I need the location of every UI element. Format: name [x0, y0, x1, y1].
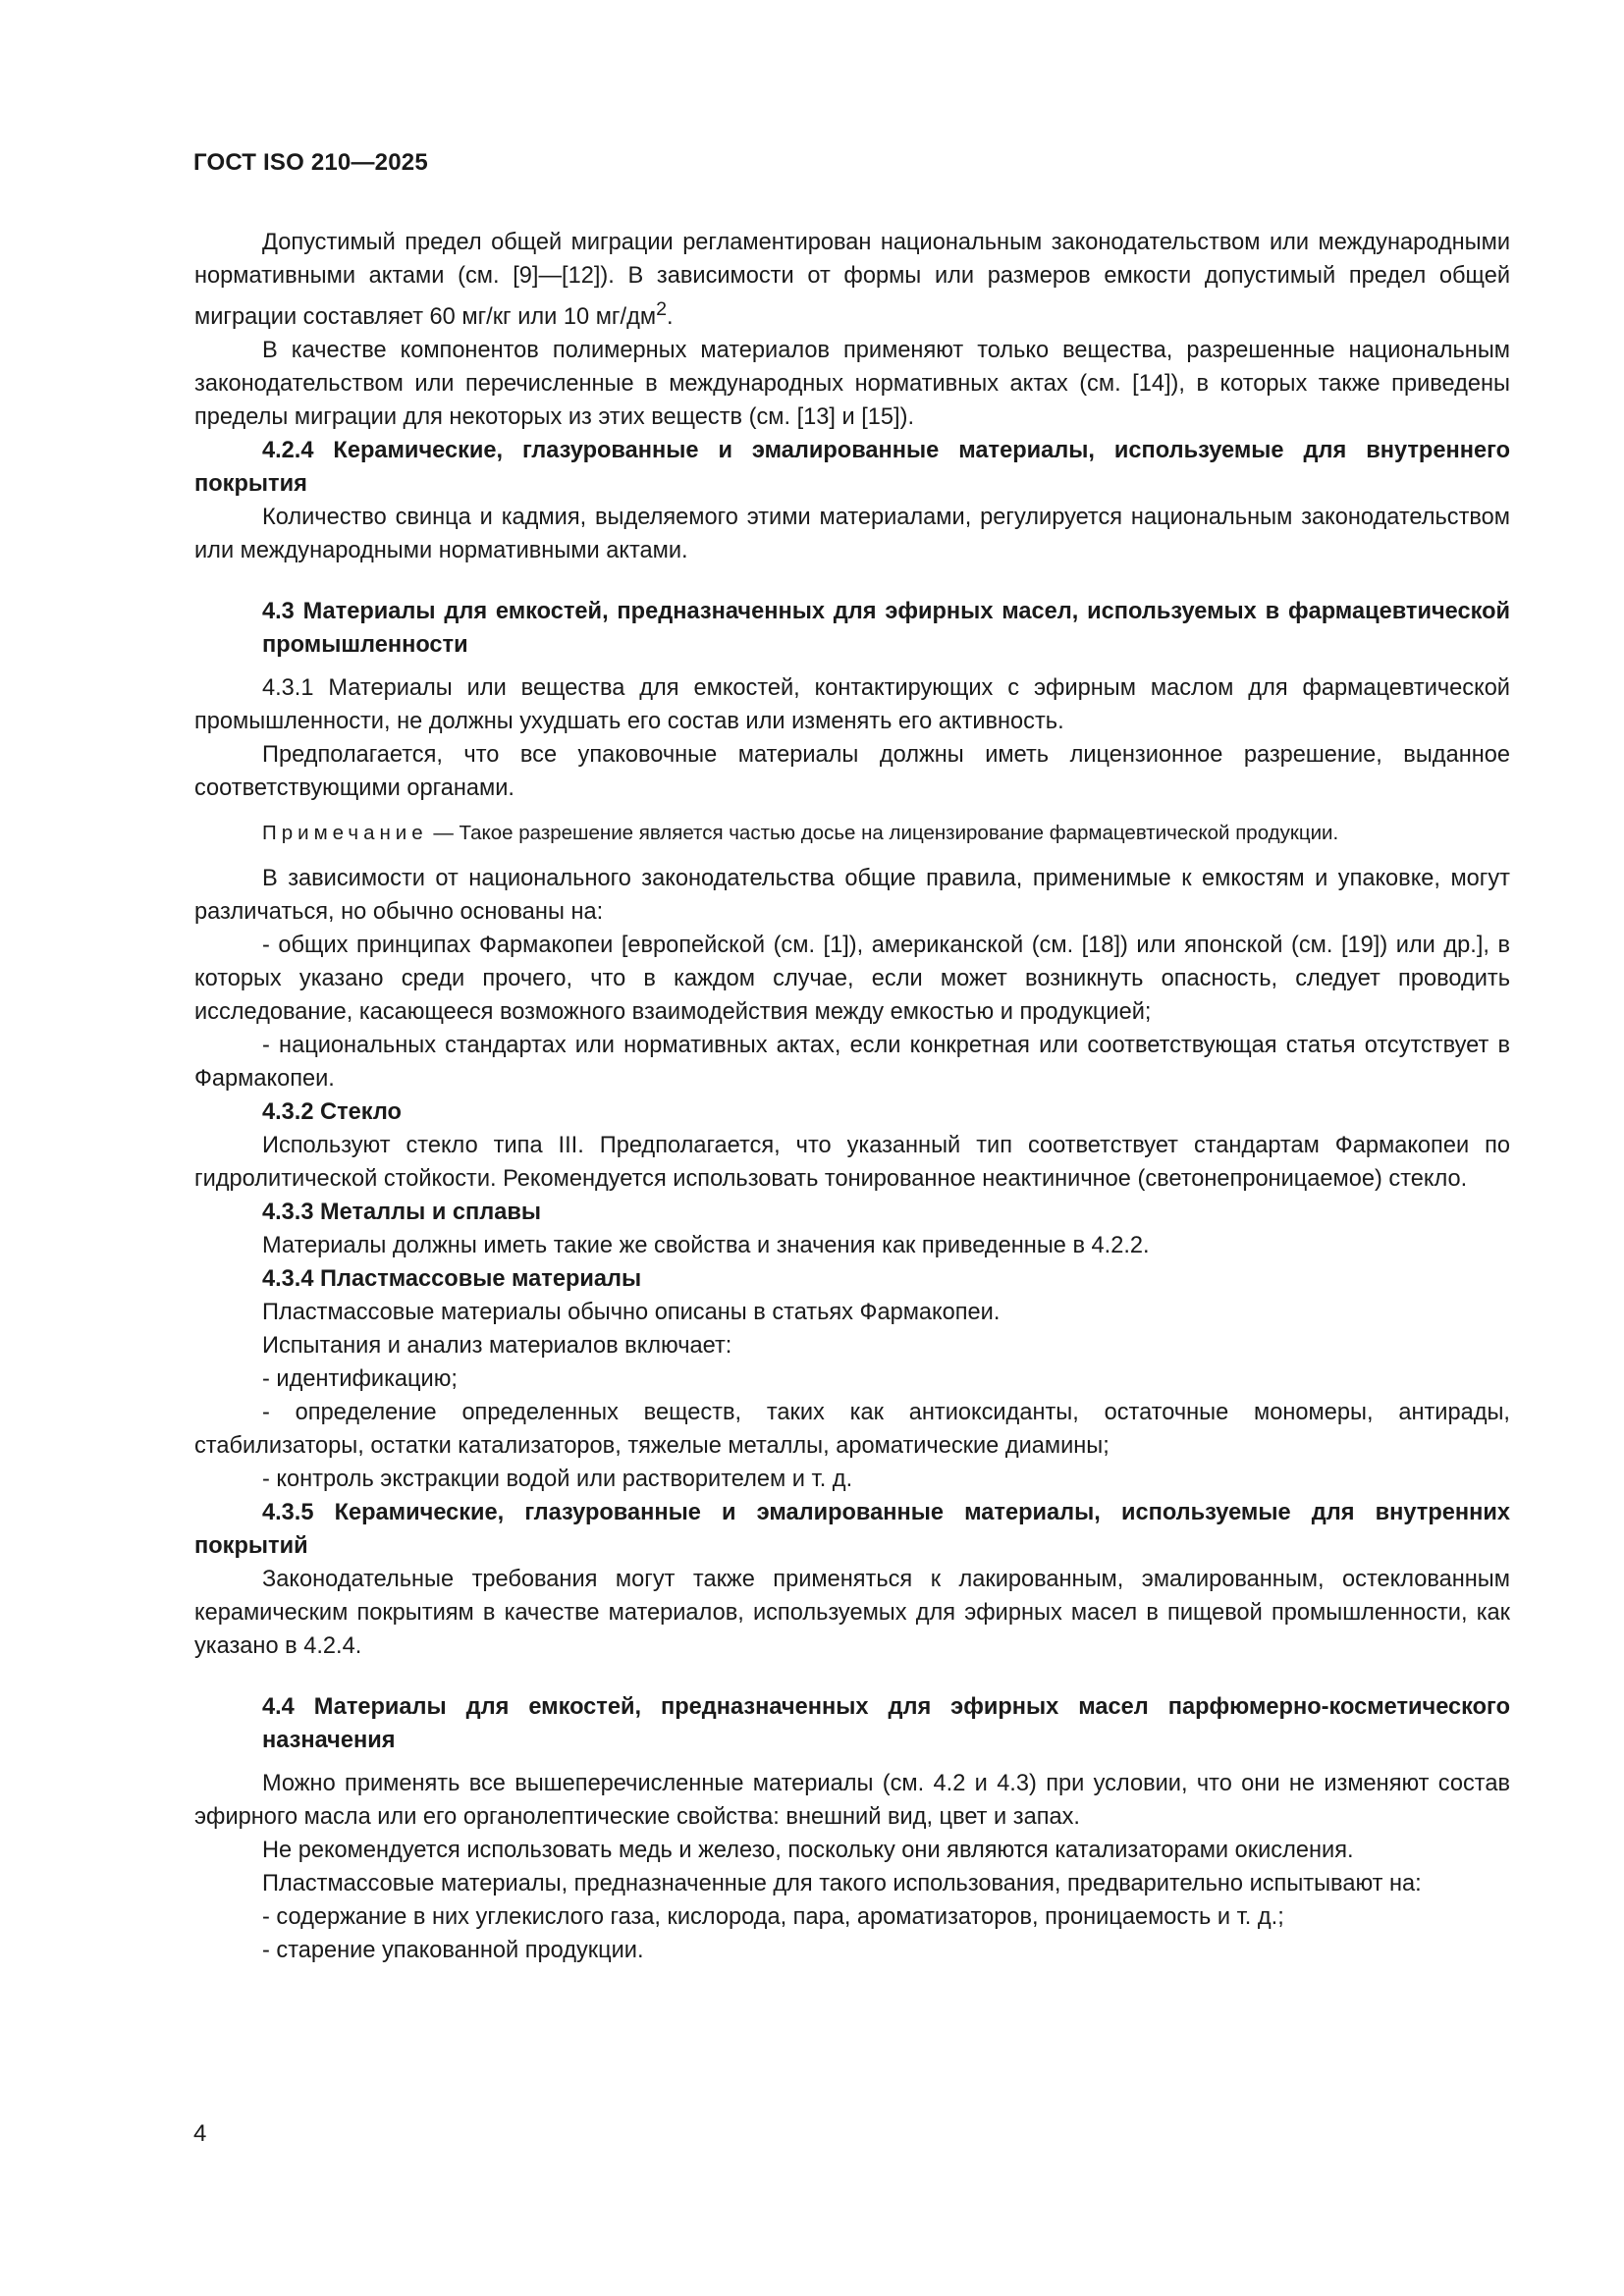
page-number: 4: [193, 2120, 207, 2147]
list-item: - общих принципах Фармакопеи [европейской (см. [1]), американской (см. [18]) или японской (см. [19]) или др.], в которых указано среди прочего, что в каждом случае, если может возникнуть опасность, следует проводить исследование, касающееся возможного взаимодействия между емкостью и продукцией;: [194, 932, 1510, 1025]
paragraph-tail: .: [667, 303, 674, 330]
paragraph: В качестве компонентов полимерных материалов применяют только вещества, разрешенные национальным законодательством или перечисленные в международных нормативных актах (см. [14]), в которых также приведены пределы миграции для некоторых из этих веществ (см. [13] и [15]).: [194, 337, 1510, 430]
paragraph-text: Допустимый предел общей миграции регламентирован национальным законодательством или международными нормативными актами (см. [9]—[12]). В зависимости от формы или размеров емкости допустимый предел общей миграции составляет 60 мг/кг или 10 мг/дм: [194, 230, 1510, 330]
note-text: — Такое разрешение является частью досье на лицензирование фармацевтической продукции.: [427, 821, 1339, 844]
section-heading: 4.3 Материалы для емкостей, предназначенных для эфирных масел, используемых в фармацевтической промышленности: [262, 598, 1510, 658]
list-item: - старение упакованной продукции.: [262, 1937, 644, 1963]
paragraph: Количество свинца и кадмия, выделяемого этими материалами, регулируется национальным законодательством или международными нормативными актами.: [194, 504, 1510, 563]
subsection-heading: 4.3.2 Стекло: [262, 1098, 402, 1125]
paragraph: 4.3.1 Материалы или вещества для емкостей, контактирующих с эфирным маслом для фармацевтической промышленности, не должны ухудшать его состав или изменять его активность.: [194, 674, 1510, 734]
note-label: Примечание: [262, 821, 428, 844]
paragraph: Пластмассовые материалы обычно описаны в статьях Фармакопеи.: [262, 1299, 1001, 1325]
paragraph: Не рекомендуется использовать медь и железо, поскольку они являются катализаторами окисления.: [262, 1837, 1354, 1863]
subsection-heading: 4.2.4 Керамические, глазурованные и эмалированные материалы, используемые для внутреннего покрытия: [194, 437, 1510, 497]
list-item: - национальных стандартах или нормативных актах, если конкретная или соответствующая статья отсутствует в Фармакопеи.: [194, 1032, 1510, 1092]
list-item: - контроль экстракции водой или растворителем и т. д.: [262, 1466, 853, 1492]
subsection-heading: 4.3.5 Керамические, глазурованные и эмалированные материалы, используемые для внутренних покрытий: [194, 1499, 1510, 1559]
paragraph: Испытания и анализ материалов включает:: [262, 1332, 732, 1359]
list-item: - содержание в них углекислого газа, кислорода, пара, ароматизаторов, проницаемость и т. д.;: [262, 1903, 1284, 1930]
subsection-heading: 4.3.3 Металлы и сплавы: [262, 1199, 542, 1225]
paragraph: Законодательные требования могут также применяться к лакированным, эмалированным, остеклованным керамическим покрытиям в качестве материалов, используемых для эфирных масел в пищевой промышленности, как указано в 4.2.4.: [194, 1566, 1510, 1659]
section-heading: 4.4 Материалы для емкостей, предназначенных для эфирных масел парфюмерно-косметического назначения: [262, 1693, 1510, 1753]
list-item: - идентификацию;: [262, 1365, 458, 1392]
paragraph: В зависимости от национального законодательства общие правила, применимые к емкостям и упаковке, могут различаться, но обычно основаны на:: [194, 865, 1510, 925]
paragraph: [194, 226, 1510, 334]
superscript: 2: [656, 298, 668, 320]
document-header-code: ГОСТ ISO 210—2025: [193, 149, 428, 176]
paragraph: Используют стекло типа III. Предполагается, что указанный тип соответствует стандартам Фармакопеи по гидролитической стойкости. Рекомендуется использовать тонированное неактиничное (светонепроницаемое) стекло.: [194, 1132, 1510, 1192]
note: [194, 819, 1510, 848]
subsection-heading: 4.3.4 Пластмассовые материалы: [262, 1265, 642, 1292]
paragraph: Можно применять все вышеперечисленные материалы (см. 4.2 и 4.3) при условии, что они не изменяют состав эфирного масла или его органолептические свойства: внешний вид, цвет и запах.: [194, 1770, 1510, 1830]
document-body: [194, 226, 1510, 1967]
list-item: - определение определенных веществ, таких как антиоксиданты, остаточные мономеры, антирады, стабилизаторы, остатки катализаторов, тяжелые металлы, ароматические диамины;: [194, 1399, 1510, 1459]
paragraph: Пластмассовые материалы, предназначенные для такого использования, предварительно испытывают на:: [262, 1870, 1422, 1896]
paragraph: Предполагается, что все упаковочные материалы должны иметь лицензионное разрешение, выданное соответствующими органами.: [194, 741, 1510, 801]
paragraph: Материалы должны иметь такие же свойства и значения как приведенные в 4.2.2.: [262, 1232, 1150, 1258]
